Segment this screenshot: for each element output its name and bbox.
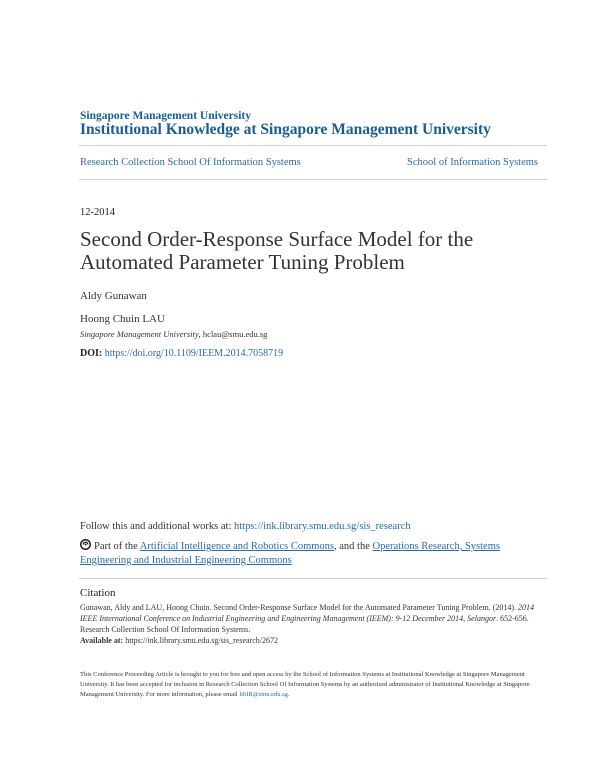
header-divider — [79, 145, 547, 146]
doi-link[interactable]: https://doi.org/10.1109/IEEM.2014.7058719 — [104, 348, 284, 359]
citation-divider — [79, 578, 547, 579]
author-name: Aldy Gunawan — [80, 290, 147, 302]
collection-link[interactable]: Research Collection School Of Information Systems — [80, 157, 301, 168]
citation-heading: Citation — [80, 587, 116, 599]
part-of-line — [80, 539, 550, 568]
notice-text: This Conference Proceeding Article is brought to you for free and open access by the School of Information Systems at Institutional Knowledge at Singapore Management University. It has been accepted for inclusion in Research Collection School Of Information Systems by an authorized administrator of Institutional Knowledge at Singapore Management University. For more information, please email — [80, 671, 530, 698]
institution-name: Singapore Management University — [80, 110, 252, 122]
citation-line: Gunawan, Aldy and LAU, Hoong Chuin. Second Order-Response Surface Model for the Automated Parameter Tuning Problem. (2014). — [80, 603, 518, 612]
access-notice — [80, 670, 548, 700]
repository-title[interactable]: Institutional Knowledge at Singapore Management University — [80, 121, 491, 138]
school-link[interactable]: School of Information Systems — [407, 157, 538, 168]
notice-end: . — [287, 691, 290, 698]
affiliation-institution: Singapore Management University — [80, 329, 199, 339]
doi-label: DOI: — [80, 348, 103, 359]
available-label: Available at: — [80, 636, 124, 645]
contact-email-link[interactable]: libIR@smu.edu.sg — [239, 691, 288, 698]
available-url[interactable]: https://ink.library.smu.edu.sg/sis_research/2672 — [123, 636, 278, 645]
author-name: Hoong Chuin LAU — [80, 313, 165, 325]
publication-date: 12-2014 — [80, 207, 115, 218]
citation-line: . 652-656. Research Collection School Of Information Systems. — [80, 614, 529, 634]
citation-venue: 2014 IEEE International Conference on Industrial Engineering and Engineering Management (IEEM): 9-12 December 2014, Selangor — [80, 603, 534, 623]
breadcrumb-divider — [79, 179, 547, 180]
commons-link-operations-research[interactable]: Operations Research, Systems Engineering and Industrial Engineering Commons — [80, 541, 500, 566]
follow-line — [80, 521, 411, 532]
author-affiliation — [80, 329, 267, 339]
citation-text — [80, 602, 550, 646]
follow-link[interactable]: https://ink.library.smu.edu.sg/sis_research — [234, 521, 411, 532]
follow-text: Follow this and additional works at: — [80, 521, 234, 532]
affiliation-email: , hclau@smu.edu.sg — [198, 329, 268, 339]
part-of-prefix: Part of the — [94, 541, 140, 552]
paper-title: Second Order-Response Surface Model for the Automated Parameter Tuning Problem — [80, 227, 474, 274]
part-of-middle: , and the — [334, 541, 373, 552]
commons-icon — [80, 539, 91, 550]
doi-line — [80, 348, 283, 359]
commons-link-ai-robotics[interactable]: Artificial Intelligence and Robotics Commons — [139, 541, 335, 552]
